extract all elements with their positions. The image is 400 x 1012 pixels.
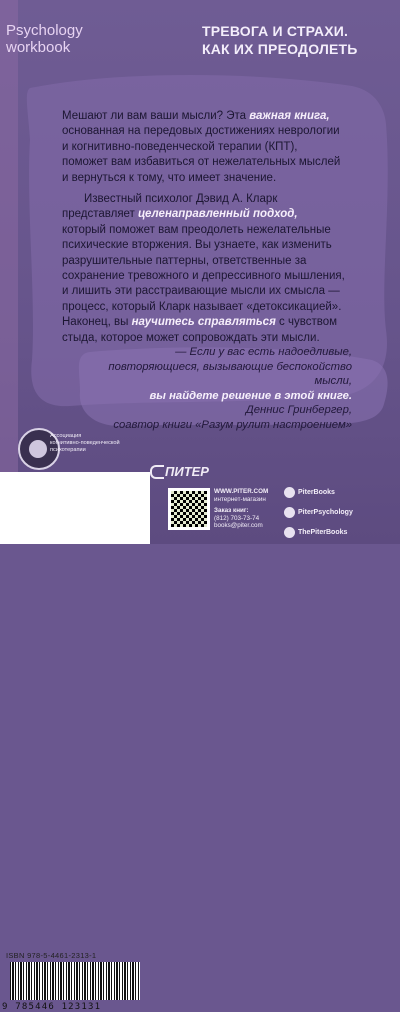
publisher-site xyxy=(214,488,268,503)
order-info xyxy=(214,507,263,530)
blurb-line: основанная на передовых достижениях неврологии xyxy=(62,125,340,138)
quote-line: вы найдете решение в этой книге. xyxy=(149,389,352,402)
blurb-paragraph-1 xyxy=(62,109,382,186)
blurb-line: процесс, который Кларк называет «детоксикацией». xyxy=(62,300,342,313)
order-label: Заказ книг: xyxy=(214,507,249,514)
order-email: books@piter.com xyxy=(214,522,263,530)
blurb-paragraph-2 xyxy=(62,192,382,346)
blurb-line xyxy=(62,207,382,222)
site-url: WWW.PITER.COM xyxy=(214,488,269,495)
youtube-icon xyxy=(284,527,295,538)
title-line-2: КАК ИХ ПРЕОДОЛЕТЬ xyxy=(202,41,358,57)
quote-line: повторяющиеся, вызывающие беспокойство мысли, xyxy=(108,360,352,388)
association-line: Ассоциация xyxy=(50,433,82,439)
blurb-line: и когнитивно-поведенческой терапии (КПТ), xyxy=(62,140,298,153)
order-phone: (812) 703-73-74 xyxy=(214,514,260,522)
telegram-icon xyxy=(284,507,295,518)
text-span: с чувством xyxy=(275,316,338,329)
highlight-span: целенаправленный подход, xyxy=(138,208,298,221)
highlight-span: научитесь справляться xyxy=(131,316,276,329)
brand-line-1: Psychology xyxy=(6,22,83,39)
association-line: психотерапии xyxy=(50,447,86,453)
blurb-line: сохранение тревожного и депрессивного мышления, xyxy=(62,270,345,283)
blurb-line: психические вторжения. Вы узнаете, как изменить xyxy=(62,239,332,252)
site-subtitle: интернет-магазин xyxy=(214,495,266,503)
social-handle: PiterBooks xyxy=(298,489,335,496)
publisher-mark-icon xyxy=(150,465,164,479)
blurb-line xyxy=(62,109,382,124)
association-name xyxy=(50,433,120,454)
barcode-panel xyxy=(0,472,150,1012)
blurb-line: стыда, которое может сопровождать эти мысли. xyxy=(62,331,320,344)
blurb-line: поможет вам избавиться от нежелательных мыслей xyxy=(62,156,341,169)
highlight-span: важная книга, xyxy=(249,110,330,122)
qr-code-icon xyxy=(168,488,210,530)
series-brand xyxy=(6,22,83,56)
social-handle: PiterPsychology xyxy=(298,509,353,516)
barcode-icon xyxy=(10,962,140,1000)
quote-author-note: соавтор книги «Разум рулит настроением» xyxy=(113,418,352,431)
blurb-line xyxy=(62,315,382,330)
blurb-line: который поможет вам преодолеть нежелательные xyxy=(62,223,331,236)
isbn-text: ISBN 978-5-4461-2313-1 xyxy=(6,951,97,960)
publisher-logo: ПИТЕР xyxy=(165,464,209,479)
book-title xyxy=(202,22,358,58)
social-handle: ThePiterBooks xyxy=(298,529,348,536)
blurb-line: и вернуться к тому, что имеет значение. xyxy=(62,171,277,184)
blurb-line: и лишить эти расстраивающие мысли их смысла — xyxy=(62,285,340,298)
quote-author: Деннис Гринбергер, xyxy=(245,404,352,417)
text-span: представляет xyxy=(62,208,139,221)
text-span: Наконец, вы xyxy=(62,316,132,329)
association-line: когнитивно-поведенческой xyxy=(50,440,120,446)
brand-line-2: workbook xyxy=(6,39,71,56)
vk-icon xyxy=(284,487,295,498)
testimonial-quote xyxy=(70,345,352,433)
blurb-line: Известный психолог Дэвид А. Кларк xyxy=(84,193,278,205)
title-line-1: ТРЕВОГА И СТРАХИ. xyxy=(202,23,349,39)
quote-line: — Если у вас есть надоедливые, xyxy=(175,346,352,358)
blurb-line: разрушительные паттерны, ответственные за xyxy=(62,254,307,267)
barcode-number: 9 785446 123131 xyxy=(2,1002,102,1012)
text-span: Мешают ли вам ваши мысли? Эта xyxy=(62,110,250,122)
